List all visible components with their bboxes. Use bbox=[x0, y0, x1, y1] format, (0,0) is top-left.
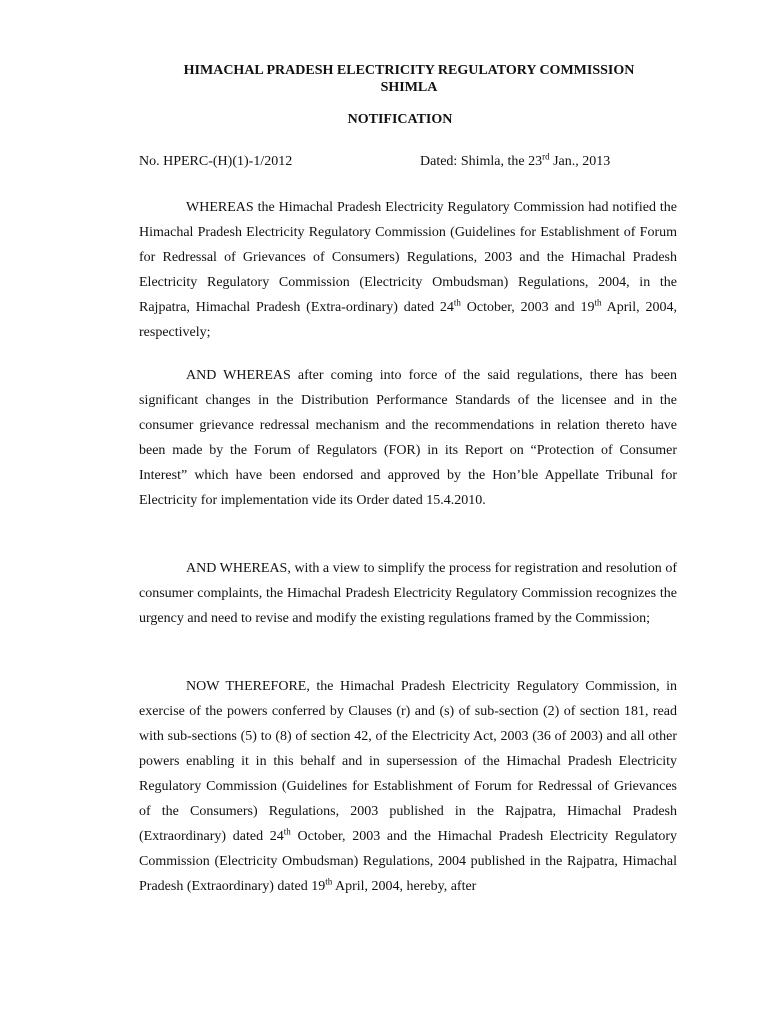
p4-text-c: April, 2004, hereby, after bbox=[332, 879, 477, 894]
p1-text-c: April, 2004, respectively; bbox=[139, 300, 678, 340]
p1-sup-2: th bbox=[594, 297, 602, 308]
paragraph-whereas-2: AND WHEREAS after coming into force of the said regulations, there has been significant changes in the Distribution Performance Standards of the licensee and in the consumer grievance redressal mechanism and the recommendations in relation thereto have been made by the Forum of Regulators (FOR) in its Report on “Protection of Consumer Interest” which have been endorsed and approved by the Hon’ble Appellate Tribunal for Electricity for implementation vide its Order dated 15.4.2010. bbox=[139, 368, 677, 508]
paragraph-whereas-1 bbox=[139, 195, 677, 345]
p4-sup-1: th bbox=[283, 826, 291, 837]
notification-title bbox=[0, 112, 770, 128]
p4-sup-2: th bbox=[325, 876, 333, 887]
city-heading: SHIMLA bbox=[380, 80, 438, 95]
date-line bbox=[420, 151, 611, 170]
notification-title-text: NOTIFICATION bbox=[347, 112, 453, 127]
p4-text-b: October, 2003 and the Himachal Pradesh Electricity Regulatory Commission (Electricity Ombudsman) Regulations, 2004 published in the Rajpatra, Himachal Pradesh (Extraordinary) dated 19 bbox=[139, 829, 678, 894]
date-prefix: Dated: Shimla, the 23 bbox=[420, 154, 543, 169]
date-superscript: rd bbox=[542, 151, 550, 162]
paragraph-whereas-3: AND WHEREAS, with a view to simplify the process for registration and resolution of consumer complaints, the Himachal Pradesh Electricity Regulatory Commission recognizes the urgency and need to revise and modify the existing regulations framed by the Commission; bbox=[139, 561, 677, 626]
p1-text-a: WHEREAS the Himachal Pradesh Electricity Regulatory Commission had notified the Himachal Pradesh Electricity Regulatory Commission (Guidelines for Establishment of Forum for Redressal of Grievances of Consumers) Regulations, 2003 and the Himachal Pradesh Electricity Regulatory Commission (Electricity Ombudsman) Regulations, 2004, in the Rajpatra, Himachal Pradesh (Extra-ordinary) dated 24 bbox=[139, 200, 677, 315]
reference-number: No. HPERC-(H)(1)-1/2012 bbox=[139, 154, 293, 169]
p1-text-b: October, 2003 and 19 bbox=[460, 300, 595, 315]
org-heading: HIMACHAL PRADESH ELECTRICITY REGULATORY COMMISSION bbox=[183, 63, 635, 78]
date-suffix: Jan., 2013 bbox=[549, 154, 611, 169]
p4-text-a: NOW THEREFORE, the Himachal Pradesh Electricity Regulatory Commission, in exercise of the powers conferred by Clauses (r) and (s) of sub-section (2) of section 181, read with sub-sections (5) to (8) of section 42, of the Electricity Act, 2003 (36 of 2003) and all other powers enabling it in this behalf and in supersession of the Himachal Pradesh Electricity Regulatory Commission (Guidelines for Establishment of Forum for Redressal of Grievances of the Consumers) Regulations, 2003 published in the Rajpatra, Himachal Pradesh (Extraordinary) dated 24 bbox=[139, 679, 677, 844]
p1-sup-1: th bbox=[453, 297, 461, 308]
paragraph-now-therefore bbox=[139, 674, 677, 899]
